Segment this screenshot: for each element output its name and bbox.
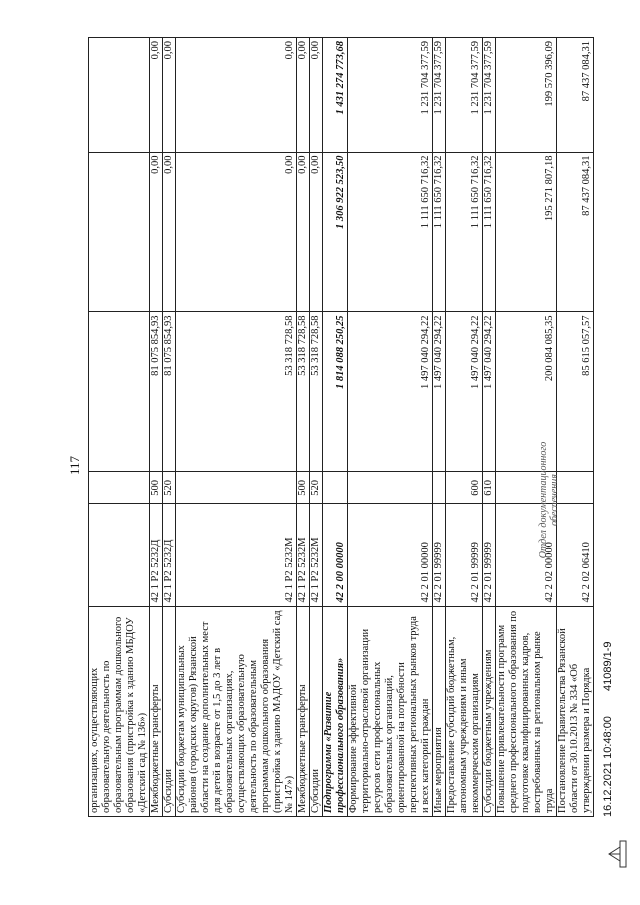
row-code-cell: 42 2 01 00000 <box>348 504 433 606</box>
row-value-2023-cell: 0,00 <box>150 38 163 153</box>
row-value-2023-cell: 87 437 084,31 <box>557 38 594 153</box>
row-value-2021-cell: 81 075 854,93 <box>150 312 163 472</box>
row-name-cell: Субсидии <box>310 606 323 816</box>
row-value-2022-cell: 87 437 084,31 <box>557 152 594 312</box>
row-name-cell: организациях, осуществляющих образовательную деятельность по образовательным программам дошкольного образования (пристройка к зданию МБДОУ «Детский сад № 136») <box>89 606 150 816</box>
department-stamp: Отдел документационного обеспечения <box>538 441 560 559</box>
row-name-cell: Межбюджетные трансферты <box>150 606 163 816</box>
row-name-cell: Иные мероприятия <box>433 606 446 816</box>
row-value-2022-cell: 1 111 650 716,32 <box>433 152 446 312</box>
row-vr-cell <box>89 472 150 504</box>
row-value-2021-cell: 200 084 085,35 <box>496 312 557 472</box>
page-number: 117 <box>67 455 82 475</box>
row-code-cell: 42 2 02 00000 <box>496 504 557 606</box>
row-value-2022-cell: 1 306 922 523,50 <box>323 152 348 312</box>
row-vr-cell: 500 <box>297 472 310 504</box>
row-value-2021-cell: 53 318 728,58 <box>297 312 310 472</box>
row-value-2022-cell: 0,00 <box>163 152 176 312</box>
row-vr-cell: 520 <box>163 472 176 504</box>
row-code-cell: 42 1 P2 5232М <box>297 504 310 606</box>
footer-doc-id: 41089/1-9 <box>602 641 614 691</box>
row-value-2021-cell <box>89 312 150 472</box>
table-row <box>310 38 323 817</box>
row-value-2022-cell: 0,00 <box>150 152 163 312</box>
row-name-cell: Субсидии <box>163 606 176 816</box>
table-row <box>323 38 348 817</box>
footer <box>602 619 614 817</box>
table-row <box>557 38 594 817</box>
row-value-2021-cell: 53 318 728,58 <box>176 312 297 472</box>
table-row <box>176 38 297 817</box>
row-value-2022-cell <box>89 152 150 312</box>
row-vr-cell: 520 <box>310 472 323 504</box>
row-code-cell: 42 1 P2 5232Д <box>150 504 163 606</box>
budget-table <box>88 37 594 817</box>
row-value-2023-cell: 1 231 704 377,59 <box>433 38 446 153</box>
footer-timestamp: 16.12.2021 10:48:00 <box>602 716 614 817</box>
row-code-cell <box>89 504 150 606</box>
row-value-2022-cell: 1 111 650 716,32 <box>348 152 433 312</box>
table-row <box>348 38 433 817</box>
table-row <box>496 38 557 817</box>
row-code-cell: 42 1 P2 5232М <box>310 504 323 606</box>
row-value-2022-cell: 0,00 <box>297 152 310 312</box>
row-vr-cell <box>433 472 446 504</box>
row-value-2023-cell: 0,00 <box>297 38 310 153</box>
row-value-2021-cell: 1 497 040 294,22 <box>433 312 446 472</box>
row-value-2021-cell: 1 497 040 294,22 <box>348 312 433 472</box>
row-value-2022-cell: 1 111 650 716,32 <box>446 152 483 312</box>
row-value-2022-cell: 0,00 <box>310 152 323 312</box>
row-value-2023-cell: 1 231 704 377,59 <box>348 38 433 153</box>
row-value-2023-cell: 0,00 <box>176 38 297 153</box>
row-code-cell: 42 2 02 06410 <box>557 504 594 606</box>
row-value-2021-cell: 81 075 854,93 <box>163 312 176 472</box>
row-name-cell: Субсидии бюджетным учреждениям <box>483 606 496 816</box>
row-value-2023-cell: 0,00 <box>163 38 176 153</box>
row-code-cell: 42 2 01 99999 <box>433 504 446 606</box>
row-value-2021-cell: 85 615 057,57 <box>557 312 594 472</box>
row-vr-cell <box>348 472 433 504</box>
row-value-2022-cell: 1 111 650 716,32 <box>483 152 496 312</box>
row-name-cell: Постановление Правительства Рязанской области от 30.10.2013 № 334 «Об утверждении размера и Порядка <box>557 606 594 816</box>
row-value-2021-cell: 1 497 040 294,22 <box>446 312 483 472</box>
row-value-2021-cell: 53 318 728,58 <box>310 312 323 472</box>
table-row <box>150 38 163 817</box>
row-code-cell: 42 2 01 99999 <box>483 504 496 606</box>
row-value-2022-cell: 195 271 807,18 <box>496 152 557 312</box>
row-vr-cell <box>323 472 348 504</box>
row-value-2023-cell: 1 231 704 377,59 <box>483 38 496 153</box>
table-row <box>163 38 176 817</box>
emblem-logo <box>606 839 628 869</box>
row-code-cell: 42 2 01 99999 <box>446 504 483 606</box>
row-code-cell: 42 1 P2 5232М <box>176 504 297 606</box>
row-value-2023-cell: 199 570 396,09 <box>496 38 557 153</box>
row-value-2021-cell: 1 497 040 294,22 <box>483 312 496 472</box>
row-vr-cell <box>557 472 594 504</box>
row-code-cell: 42 1 P2 5232Д <box>163 504 176 606</box>
row-vr-cell: 610 <box>483 472 496 504</box>
row-vr-cell: 500 <box>150 472 163 504</box>
row-name-cell: Межбюджетные трансферты <box>297 606 310 816</box>
row-name-cell: Формирование эффективной территориально-отраслевой организации ресурсов сети профессиональных образовательных организаций, ориентированной на потребности перспективных региональных рынков труда и всех категорий граждан <box>348 606 433 816</box>
row-value-2021-cell: 1 814 088 250,25 <box>323 312 348 472</box>
table-row <box>297 38 310 817</box>
row-value-2023-cell: 1 431 274 773,68 <box>323 38 348 153</box>
row-value-2023-cell: 1 231 704 377,59 <box>446 38 483 153</box>
row-name-cell: Повышение привлекательности программ среднего профессионального образования по подготовке квалифицированных кадров, востребованных на региональном рынке труда <box>496 606 557 816</box>
row-name-cell: Субсидии бюджетам муниципальных районов (городских округов) Рязанской области на создание дополнительных мест для детей в возрасте от 1,5 до 3 лет в образовательных организациях, осуществляющих образовательную деятельность по образовательным программам дошкольного образования (пристройка к зданию МАДОУ «Детский сад № 147») <box>176 606 297 816</box>
table-row <box>433 38 446 817</box>
row-value-2022-cell: 0,00 <box>176 152 297 312</box>
row-vr-cell: 600 <box>446 472 483 504</box>
table-row <box>89 38 150 817</box>
row-code-cell: 42 2 00 00000 <box>323 504 348 606</box>
table-row <box>483 38 496 817</box>
row-name-cell: Подпрограмма «Развитие профессионального образования» <box>323 606 348 816</box>
row-name-cell: Предоставление субсидий бюджетным, автономным учреждениям и иным некоммерческим организациям <box>446 606 483 816</box>
table-row <box>446 38 483 817</box>
row-value-2023-cell <box>89 38 150 153</box>
row-value-2023-cell: 0,00 <box>310 38 323 153</box>
row-vr-cell <box>176 472 297 504</box>
